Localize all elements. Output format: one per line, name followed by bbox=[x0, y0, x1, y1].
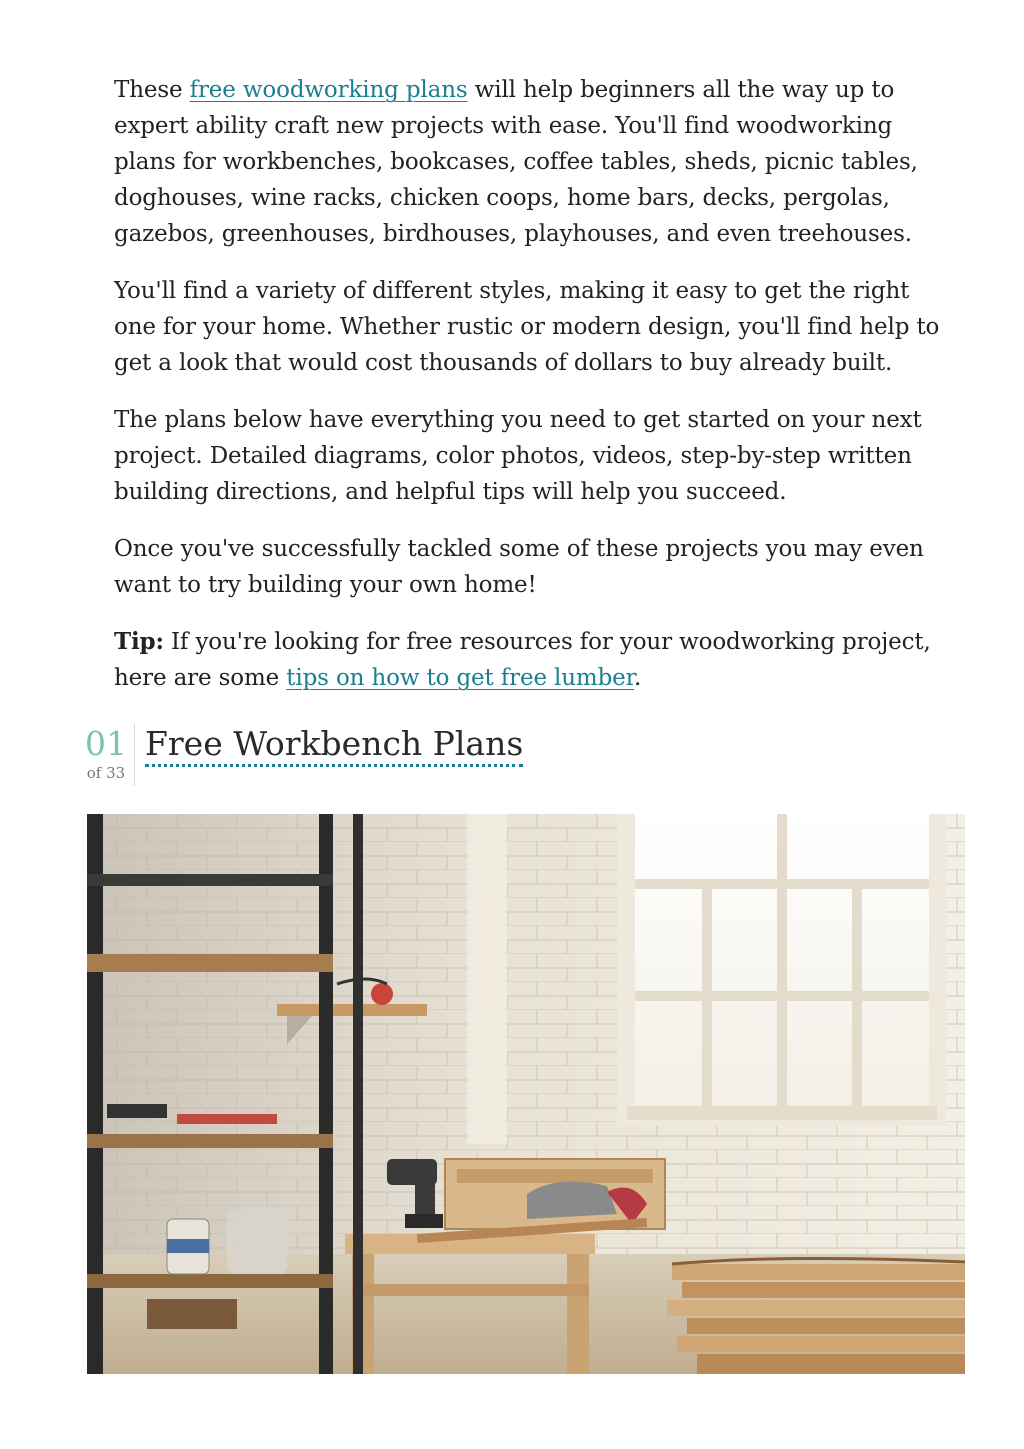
article-body bbox=[114, 72, 944, 717]
intro-text-after: will help beginners all the way up to expert ability craft new projects with ease. You'll find woodworking plans for workbenches, bookcases, coffee tables, sheds, picnic tables, doghouses, wine racks, chicken coops, home bars, decks, pergolas, gazebos, greenhouses, birdhouses, playhouses, and even treehouses. bbox=[114, 77, 918, 247]
section-total: of 33 bbox=[86, 764, 126, 782]
workshop-illustration bbox=[87, 814, 965, 1374]
intro-text-before: These bbox=[114, 77, 190, 103]
tip-text: If you're looking for free resources for your woodworking project, here are some bbox=[114, 629, 931, 691]
section-counter bbox=[82, 724, 135, 786]
styles-paragraph: You'll find a variety of different styles, making it easy to get the right one for your home. Whether rustic or modern design, you'll find help to get a look that would cost thousands of dollars to buy already built. bbox=[114, 278, 940, 376]
plans-paragraph: The plans below have everything you need to get started on your next project. Detailed diagrams, color photos, videos, step-by-step written building directions, and helpful tips will help you succeed. bbox=[114, 407, 922, 505]
tip-text-after: . bbox=[633, 665, 642, 691]
workshop-photo bbox=[87, 814, 965, 1374]
tip-paragraph bbox=[114, 624, 944, 696]
section-heading bbox=[82, 724, 523, 786]
section-number: 01 bbox=[85, 724, 127, 763]
free-woodworking-plans-link[interactable]: free woodworking plans bbox=[189, 77, 468, 103]
free-lumber-link[interactable]: tips on how to get free lumber bbox=[286, 665, 634, 691]
intro-paragraph bbox=[114, 72, 944, 252]
section-title[interactable]: Free Workbench Plans bbox=[145, 724, 523, 767]
tip-label: Tip: bbox=[114, 628, 164, 655]
home-paragraph: Once you've successfully tackled some of these projects you may even want to try building your own home! bbox=[114, 536, 924, 598]
